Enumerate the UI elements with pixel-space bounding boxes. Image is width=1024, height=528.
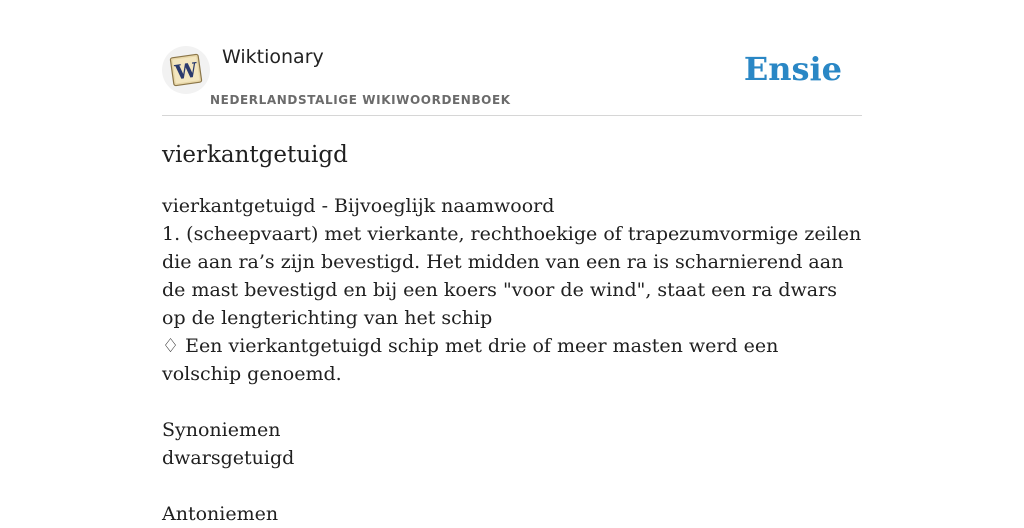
ensie-brand-link[interactable]: Ensie xyxy=(743,50,842,88)
example: ♢ Een vierkantgetuigd schip met drie of meer masten werd een volschip genoemd. xyxy=(162,335,779,385)
entry-content xyxy=(162,192,862,528)
svg-text:W: W xyxy=(173,57,199,85)
site-name[interactable]: Wiktionary xyxy=(222,46,324,68)
wiktionary-logo-icon[interactable] xyxy=(162,46,210,94)
synonyms-list: dwarsgetuigd xyxy=(162,447,295,469)
definition: 1. (scheepvaart) met vierkante, rechthoekige of trapezumvormige zeilen die aan ra’s zijn bevestigd. Het midden van een ra is scharnierend aan de mast bevestigd en bij een koers "voor de wind", staat een ra dwars op de lengterichting van het schip xyxy=(162,223,862,329)
site-header xyxy=(162,0,862,116)
wiktionary-tile-icon xyxy=(166,50,206,90)
page-title: vierkantgetuigd xyxy=(162,142,348,168)
spacer xyxy=(162,472,862,500)
main-container xyxy=(162,0,862,528)
synonyms-heading: Synoniemen xyxy=(162,419,281,441)
spacer xyxy=(162,388,862,416)
antonyms-heading: Antoniemen xyxy=(162,503,279,525)
part-of-speech-line: vierkantgetuigd - Bijvoeglijk naamwoord xyxy=(162,195,555,217)
site-tagline: NEDERLANDSTALIGE WIKIWOORDENBOEK xyxy=(210,93,511,107)
